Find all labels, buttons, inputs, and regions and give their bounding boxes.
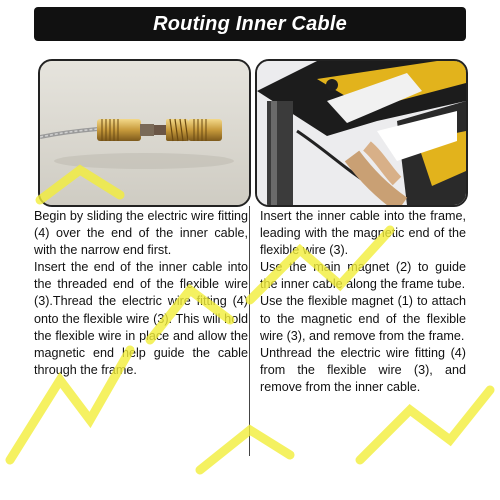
right-step-1: Insert the inner cable into the frame, leading with the magnetic end of the flexible wire (3). xyxy=(260,209,466,258)
right-step-3: Use the flexible magnet (1) to attach to the magnetic end of the flexible wire (3), and remove from the frame. xyxy=(260,294,466,343)
left-instructions xyxy=(34,208,248,379)
cable-fittings-photo xyxy=(38,59,251,207)
column-divider xyxy=(249,206,250,456)
left-step-1: Begin by sliding the electric wire fitting (4) over the end of the inner cable, with the narrow end first. xyxy=(34,209,248,258)
right-step-2: Use the main magnet (2) to guide the inner cable along the frame tube. xyxy=(260,260,466,292)
title-bar xyxy=(34,7,466,41)
page-title: Routing Inner Cable xyxy=(153,12,347,35)
left-step-2: Insert the end of the inner cable into the threaded end of the flexible wire (3).Thread the electric wire fitting (4) onto the flexible wire (3). This will hold the flexible wire in place and allow the magnetic end help guide the cable through the frame. xyxy=(34,260,248,377)
bike-frame-photo xyxy=(255,59,468,207)
right-step-4: Unthread the electric wire fitting (4) from the flexible wire (3), and remove from the inner cable. xyxy=(260,345,466,394)
right-instructions xyxy=(260,208,466,396)
